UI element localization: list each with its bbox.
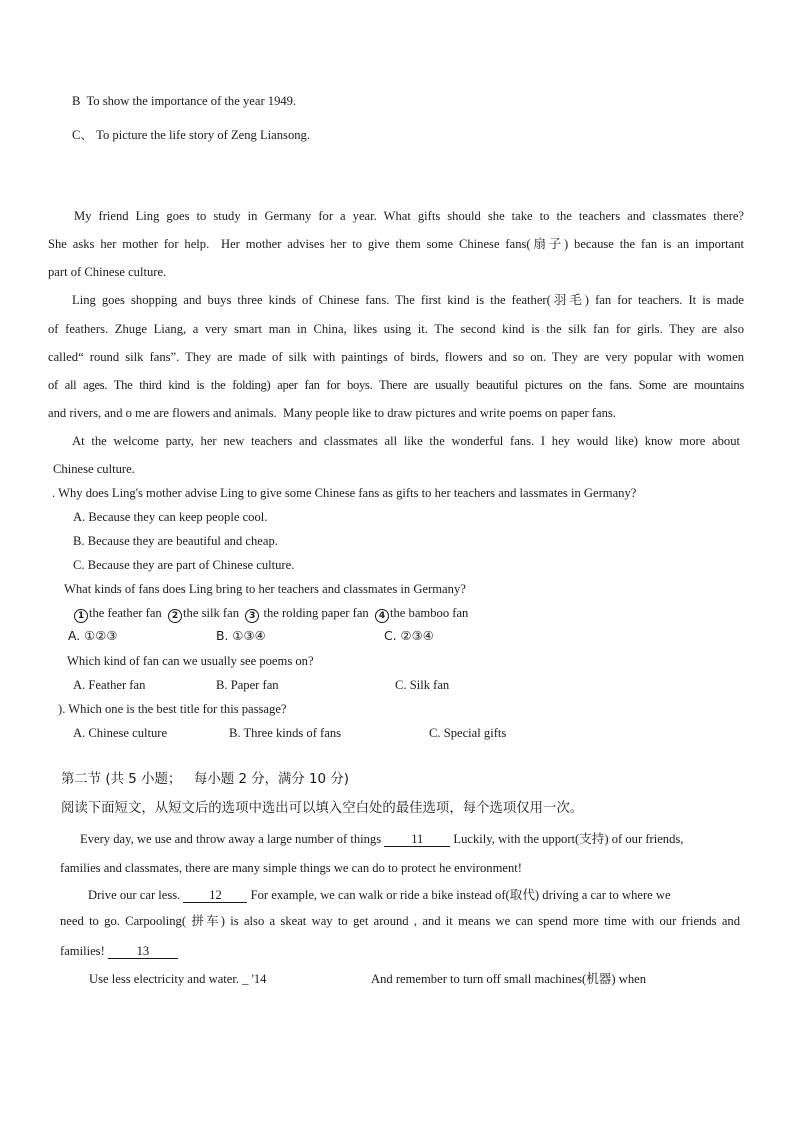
passage-line: At the welcome party, her new teachers and classmates all like the wonderful fans. I hey would like) know more about: [72, 434, 740, 448]
question-stem: What kinds of fans does Ling bring to her teachers and classmates in Germany?: [64, 582, 466, 596]
answer-option[interactable]: A. Feather fan: [73, 678, 146, 692]
blank-11[interactable]: 11: [384, 832, 450, 847]
cloze-line: And remember to turn off small machines(机器) when: [371, 972, 647, 986]
passage-line: She asks her mother for help. Her mother advises her to give them some Chinese fans(扇子) because the fan is an important: [48, 237, 744, 251]
blank-13[interactable]: 13: [108, 944, 178, 959]
answer-option[interactable]: C. Silk fan: [395, 678, 450, 692]
number-circle: 3: [245, 609, 259, 623]
section-heading: 第二节 (共 5 小题； 每小题 2 分，满分 10 分): [61, 772, 349, 787]
section-instruction: 阅读下面短文，从短文后的选项中选出可以填入空白处的最佳选项，每个选项仅用一次。: [61, 801, 584, 816]
passage-line: called“ round silk fans”. They are made of silk with paintings of birds, flowers and so on. They are very popular with women: [48, 350, 744, 364]
passage-line: of all ages. The third kind is the folding) aper fan for boys. There are usually beautiful pictures on the fans. Some are mountains: [48, 378, 744, 392]
cloze-line: need to go. Carpooling( 拼车) is also a skeat way to get around , and it means we can spend more time with our friends and: [60, 914, 740, 928]
cloze-line: families and classmates, there are many simple things we can do to protect he environment!: [60, 861, 522, 875]
answer-option[interactable]: A. ①②③: [68, 628, 118, 643]
answer-option[interactable]: A. Chinese culture: [73, 726, 168, 740]
answer-option[interactable]: C. Because they are part of Chinese culture.: [73, 558, 295, 572]
number-circle: 2: [168, 609, 182, 623]
question-stem: . Why does Ling's mother advise Ling to give some Chinese fans as gifts to her teachers and lassmates in Germany?: [52, 486, 637, 500]
number-circle: 4: [375, 609, 389, 623]
answer-option[interactable]: A. Because they can keep people cool.: [73, 510, 268, 524]
passage-line: part of Chinese culture.: [48, 265, 167, 279]
passage-line: Chinese culture.: [53, 462, 135, 476]
cloze-line: Use less electricity and water. _ '14: [89, 972, 267, 986]
passage-line: and rivers, and o me are flowers and animals. Many people like to draw pictures and write poems on paper fans.: [48, 406, 616, 420]
option-b: B To show the importance of the year 1949.: [72, 94, 297, 108]
question-stem: ). Which one is the best title for this passage?: [58, 702, 287, 716]
passage-line: of feathers. Zhuge Liang, a very smart man in China, likes using it. The second kind is the silk fan for girls. They are also: [48, 322, 744, 336]
fan-type-list: 1 the feather fan 2 the silk fan 3 the rolding paper fan 4 the bamboo fan: [74, 605, 468, 623]
answer-option[interactable]: B. ①③④: [216, 628, 266, 643]
cloze-line: Every day, we use and throw away a large number of things 11 Luckily, with the upport(支持) of our friends,: [80, 832, 684, 846]
question-stem: Which kind of fan can we usually see poems on?: [67, 654, 314, 668]
answer-option[interactable]: B. Because they are beautiful and cheap.: [73, 534, 278, 548]
answer-option[interactable]: C. ②③④: [384, 628, 434, 643]
cloze-line: Drive our car less. 12 For example, we can walk or ride a bike instead of(取代) driving a car to where we: [88, 888, 671, 902]
answer-option[interactable]: C. Special gifts: [429, 726, 507, 740]
number-circle: 1: [74, 609, 88, 623]
passage-line: Ling goes shopping and buys three kinds of Chinese fans. The first kind is the feather(羽毛) fan for teachers. It is made: [72, 293, 744, 307]
passage-line: My friend Ling goes to study in Germany for a year. What gifts should she take to the teachers and classmates there?: [74, 209, 744, 223]
blank-12[interactable]: 12: [183, 888, 247, 903]
answer-option[interactable]: B. Paper fan: [216, 678, 279, 692]
answer-option[interactable]: B. Three kinds of fans: [229, 726, 342, 740]
cloze-line: families! 13: [60, 943, 178, 959]
option-c: C、 To picture the life story of Zeng Liansong.: [72, 128, 310, 142]
